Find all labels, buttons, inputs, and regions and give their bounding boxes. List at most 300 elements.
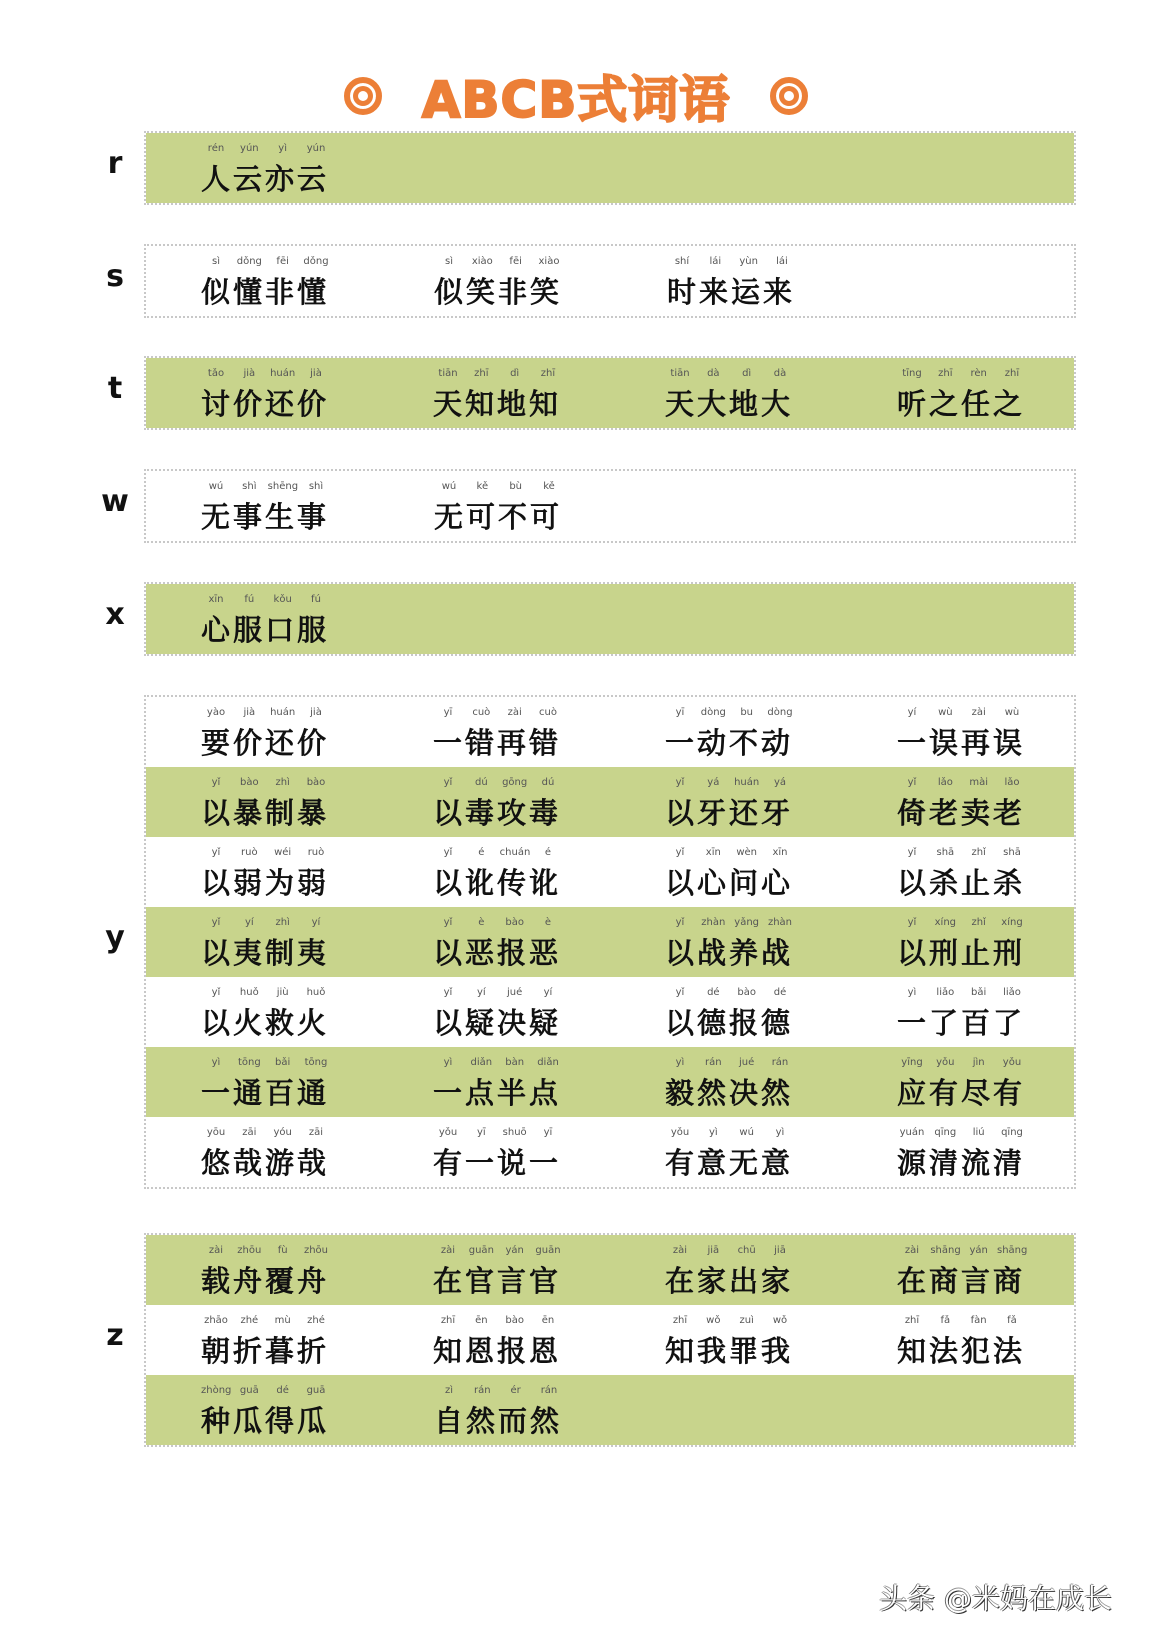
pinyin-syllable: é: [544, 847, 552, 858]
group-letter: z: [106, 1318, 124, 1353]
word-group-t: [144, 356, 1076, 430]
pinyin-syllable: ruò: [241, 847, 258, 858]
word-row: [146, 907, 1074, 977]
pinyin-syllable: yì: [443, 1057, 453, 1068]
pinyin-syllable: tīng: [902, 368, 922, 379]
word-entry: [842, 977, 1074, 1047]
double-circle-icon-right: [770, 77, 808, 115]
pinyin: [201, 847, 331, 858]
pinyin-syllable: wéi: [274, 847, 292, 858]
pinyin-syllable: yǐ: [907, 847, 917, 858]
pinyin-syllable: rèn: [970, 368, 987, 379]
pinyin: [433, 777, 563, 788]
group-letter: t: [107, 371, 123, 406]
pinyin-syllable: zhī: [904, 1315, 920, 1326]
pinyin-syllable: shí: [674, 256, 690, 267]
pinyin: [665, 1127, 795, 1138]
pinyin-syllable: huán: [270, 707, 296, 718]
pinyin-syllable: yǐ: [675, 987, 685, 998]
pinyin-syllable: guā: [239, 1385, 259, 1396]
pinyin-syllable: zhì: [275, 777, 290, 788]
pinyin-syllable: wǒ: [772, 1315, 788, 1326]
pinyin-syllable: è: [544, 917, 552, 928]
word-row: [146, 246, 1074, 316]
chinese-word: 在家出家: [665, 1264, 794, 1298]
pinyin-syllable: shì: [308, 481, 324, 492]
pinyin-syllable: ruò: [307, 847, 325, 858]
chinese-word: 一错再错: [433, 726, 562, 760]
pinyin-syllable: lái: [776, 256, 788, 267]
pinyin: [897, 1127, 1027, 1138]
pinyin-syllable: huán: [270, 368, 296, 379]
chinese-word: 以牙还牙: [665, 796, 794, 830]
pinyin: [201, 481, 331, 492]
chinese-word: 一动不动: [665, 726, 794, 760]
word-row: [146, 977, 1074, 1047]
pinyin-syllable: zhī: [1004, 368, 1020, 379]
pinyin-syllable: dú: [474, 777, 488, 788]
word-entry: [378, 767, 610, 837]
pinyin-syllable: tōng: [237, 1057, 261, 1068]
pinyin-syllable: huǒ: [306, 987, 326, 998]
pinyin-syllable: bào: [505, 917, 524, 928]
pinyin-syllable: fēi: [509, 256, 522, 267]
pinyin-syllable: tōng: [304, 1057, 328, 1068]
pinyin: [897, 847, 1027, 858]
pinyin: [433, 1127, 563, 1138]
pinyin-syllable: wú: [208, 481, 224, 492]
pinyin: [897, 1245, 1027, 1256]
pinyin-syllable: qīng: [1001, 1127, 1023, 1138]
pinyin: [665, 707, 795, 718]
pinyin-syllable: bǎi: [971, 987, 987, 998]
pinyin-syllable: shā: [936, 847, 955, 858]
chinese-word: 朝折暮折: [201, 1334, 330, 1368]
pinyin-syllable: yún: [240, 143, 259, 154]
pinyin-syllable: yí: [311, 917, 321, 928]
chinese-word: 应有尽有: [897, 1076, 1026, 1110]
pinyin-syllable: dì: [742, 368, 752, 379]
pinyin: [433, 1245, 563, 1256]
pinyin-syllable: zhì: [275, 917, 290, 928]
pinyin-syllable: yì: [675, 1057, 685, 1068]
pinyin-syllable: bàn: [505, 1057, 525, 1068]
pinyin-syllable: lái: [709, 256, 722, 267]
chinese-word: 似懂非懂: [201, 275, 330, 309]
word-entry: [146, 837, 378, 907]
word-entry: [842, 837, 1074, 907]
pinyin-syllable: jiā: [707, 1245, 720, 1256]
chinese-word: 时来运来: [667, 275, 796, 309]
chinese-word: 要价还价: [201, 726, 330, 760]
chinese-word: 听之任之: [897, 387, 1026, 421]
pinyin-syllable: rán: [705, 1057, 722, 1068]
word-row: [146, 471, 1074, 541]
pinyin-syllable: yǐ: [675, 777, 685, 788]
pinyin-syllable: zhōu: [237, 1245, 262, 1256]
pinyin: [201, 1385, 331, 1396]
pinyin-syllable: jué: [507, 987, 523, 998]
word-entry: [378, 1305, 610, 1375]
word-entry: [378, 1235, 610, 1305]
word-entry: [612, 246, 845, 316]
word-row: [146, 1047, 1074, 1117]
pinyin-syllable: zhī: [440, 1315, 456, 1326]
pinyin-syllable: tǎo: [207, 368, 225, 379]
pinyin: [897, 1057, 1027, 1068]
pinyin-syllable: dà: [773, 368, 787, 379]
pinyin-syllable: jiā: [774, 1245, 786, 1256]
pinyin-syllable: chuán: [499, 847, 531, 858]
double-circle-icon-left: [344, 77, 382, 115]
chinese-word: 无可不可: [434, 500, 563, 534]
pinyin-syllable: yí: [476, 987, 486, 998]
chinese-word: 以恶报恶: [433, 936, 562, 970]
pinyin: [897, 987, 1027, 998]
pinyin-syllable: wú: [739, 1127, 754, 1138]
pinyin-syllable: yì: [708, 1127, 718, 1138]
pinyin-syllable: zhōu: [303, 1245, 328, 1256]
pinyin: [665, 1315, 795, 1326]
pinyin-syllable: xíng: [1001, 917, 1023, 928]
word-entry: [146, 358, 378, 428]
pinyin-syllable: huǒ: [239, 987, 259, 998]
word-entry: [146, 767, 378, 837]
pinyin-syllable: fǎ: [940, 1315, 951, 1326]
word-row: [146, 1375, 1074, 1445]
pinyin-syllable: zhòng: [201, 1385, 232, 1396]
pinyin-syllable: shā: [1003, 847, 1021, 858]
word-entry: [842, 697, 1074, 767]
word-group-z: [144, 1233, 1076, 1447]
pinyin: [434, 1385, 564, 1396]
pinyin-syllable: yǐ: [211, 917, 221, 928]
group-letter: r: [107, 146, 123, 181]
chinese-word: 毅然决然: [665, 1076, 794, 1110]
chinese-word: 一通百通: [201, 1076, 330, 1110]
pinyin-syllable: dòng: [767, 707, 793, 718]
chinese-word: 自然而然: [434, 1404, 563, 1438]
word-entry: [378, 1117, 610, 1187]
word-entry: [610, 767, 842, 837]
pinyin-syllable: fǎ: [1007, 1315, 1017, 1326]
pinyin-syllable: yǐ: [443, 987, 453, 998]
pinyin-syllable: zhàn: [767, 917, 793, 928]
pinyin-syllable: yán: [969, 1245, 988, 1256]
pinyin-syllable: zài: [507, 707, 522, 718]
pinyin-syllable: fēi: [276, 256, 289, 267]
pinyin-syllable: zài: [440, 1245, 456, 1256]
word-entry: [146, 977, 378, 1047]
word-entry: [146, 133, 379, 203]
pinyin-syllable: diǎn: [470, 1057, 493, 1068]
chinese-word: 源清流清: [897, 1146, 1026, 1180]
pinyin-syllable: bù: [509, 481, 522, 492]
pinyin-syllable: yùn: [739, 256, 758, 267]
pinyin: [201, 707, 331, 718]
word-entry: [610, 1235, 842, 1305]
pinyin-syllable: jià: [310, 707, 322, 718]
chinese-word: 以暴制暴: [201, 796, 330, 830]
pinyin: [201, 917, 331, 928]
pinyin: [667, 256, 797, 267]
pinyin-syllable: zhǐ: [971, 917, 986, 928]
chinese-word: 人云亦云: [201, 162, 330, 196]
pinyin-syllable: tiān: [670, 368, 690, 379]
pinyin-syllable: dǒng: [303, 256, 329, 267]
chinese-word: 一了百了: [897, 1006, 1026, 1040]
pinyin-syllable: zài: [904, 1245, 920, 1256]
pinyin-syllable: xīn: [208, 594, 224, 605]
pinyin-syllable: mù: [274, 1315, 291, 1326]
pinyin: [201, 368, 331, 379]
word-entry: [610, 837, 842, 907]
pinyin-syllable: zhī: [938, 368, 953, 379]
word-row: [146, 358, 1074, 428]
pinyin-syllable: dé: [707, 987, 720, 998]
pinyin-syllable: ēn: [475, 1315, 488, 1326]
word-entry: [610, 1047, 842, 1117]
pinyin-syllable: jiù: [276, 987, 289, 998]
pinyin-syllable: yǐ: [443, 847, 453, 858]
chinese-word: 在商言商: [897, 1264, 1026, 1298]
chinese-word: 以心问心: [665, 866, 794, 900]
pinyin-syllable: jìn: [972, 1057, 985, 1068]
pinyin-syllable: zài: [672, 1245, 688, 1256]
chinese-word: 无事生事: [201, 500, 330, 534]
pinyin-syllable: wù: [1004, 707, 1020, 718]
word-entry: [146, 1047, 378, 1117]
pinyin: [897, 368, 1027, 379]
word-row: [146, 584, 1074, 654]
pinyin-syllable: liǎo: [1003, 987, 1021, 998]
pinyin-syllable: zhī: [672, 1315, 688, 1326]
pinyin-syllable: yǐ: [211, 987, 221, 998]
chinese-word: 倚老卖老: [897, 796, 1026, 830]
pinyin-syllable: chū: [737, 1245, 756, 1256]
word-row: [146, 837, 1074, 907]
pinyin: [434, 481, 564, 492]
chinese-word: 知法犯法: [897, 1334, 1026, 1368]
word-group-s: [144, 244, 1076, 318]
pinyin-syllable: yá: [707, 777, 720, 788]
pinyin-syllable: yī: [443, 707, 453, 718]
pinyin-syllable: cuò: [539, 707, 557, 718]
pinyin-syllable: yún: [306, 143, 326, 154]
pinyin: [665, 777, 795, 788]
pinyin-syllable: zāi: [242, 1127, 257, 1138]
pinyin-syllable: dǒng: [236, 256, 262, 267]
chinese-word: 以火救火: [201, 1006, 330, 1040]
pinyin-syllable: kě: [476, 481, 489, 492]
pinyin-syllable: bào: [505, 1315, 524, 1326]
pinyin-syllable: bǎi: [275, 1057, 291, 1068]
pinyin: [665, 1245, 795, 1256]
pinyin-syllable: yí: [244, 917, 254, 928]
pinyin-syllable: fàn: [970, 1315, 987, 1326]
pinyin-syllable: jià: [243, 707, 256, 718]
pinyin-syllable: yǐ: [907, 917, 917, 928]
pinyin-syllable: xíng: [934, 917, 957, 928]
pinyin-syllable: huán: [734, 777, 760, 788]
chinese-word: 载舟覆舟: [201, 1264, 330, 1298]
word-entry: [842, 1117, 1074, 1187]
pinyin-syllable: yǐ: [211, 847, 221, 858]
pinyin: [201, 1127, 331, 1138]
pinyin: [665, 368, 795, 379]
pinyin: [897, 707, 1027, 718]
word-entry: [610, 697, 842, 767]
pinyin-syllable: bào: [306, 777, 326, 788]
pinyin-syllable: fú: [244, 594, 255, 605]
word-entry: [146, 246, 379, 316]
pinyin-syllable: fú: [311, 594, 321, 605]
pinyin-syllable: dì: [510, 368, 520, 379]
chinese-word: 有一说一: [433, 1146, 562, 1180]
word-entry: [378, 837, 610, 907]
pinyin-syllable: cuò: [472, 707, 491, 718]
page-title: ABCB式词语: [421, 71, 731, 129]
pinyin-syllable: dé: [276, 1385, 289, 1396]
group-letter: y: [105, 920, 125, 955]
pinyin: [201, 256, 331, 267]
pinyin-syllable: liú: [972, 1127, 985, 1138]
pinyin-syllable: yì: [775, 1127, 785, 1138]
pinyin-syllable: bào: [240, 777, 259, 788]
word-row: [146, 1235, 1074, 1305]
word-row: [146, 767, 1074, 837]
pinyin-syllable: zāi: [308, 1127, 324, 1138]
pinyin-syllable: yǐ: [211, 777, 221, 788]
chinese-word: 以毒攻毒: [433, 796, 562, 830]
word-entry: [842, 907, 1074, 977]
word-row: [146, 1305, 1074, 1375]
chinese-word: 在官言官: [433, 1264, 562, 1298]
pinyin: [433, 707, 563, 718]
chinese-word: 心服口服: [201, 613, 330, 647]
pinyin: [201, 1057, 331, 1068]
pinyin-syllable: liǎo: [936, 987, 955, 998]
word-entry: [610, 977, 842, 1047]
pinyin-syllable: yǎng: [734, 917, 760, 928]
pinyin-syllable: wèn: [736, 847, 757, 858]
pinyin-syllable: xīn: [772, 847, 788, 858]
word-entry: [842, 1047, 1074, 1117]
pinyin: [665, 847, 795, 858]
pinyin-syllable: lǎo: [1004, 777, 1020, 788]
chinese-word: 知我罪我: [665, 1334, 794, 1368]
word-entry: [842, 1305, 1074, 1375]
pinyin-syllable: yì: [278, 143, 287, 154]
chinese-word: 以夷制夷: [201, 936, 330, 970]
pinyin: [434, 256, 564, 267]
word-entry: [146, 1235, 378, 1305]
word-group-y: [144, 695, 1076, 1189]
page-header: [0, 58, 1152, 134]
pinyin-syllable: zì: [444, 1385, 454, 1396]
word-entry: [610, 1117, 842, 1187]
pinyin: [897, 1315, 1027, 1326]
pinyin-syllable: zhāo: [204, 1315, 228, 1326]
pinyin-syllable: ēn: [541, 1315, 555, 1326]
chinese-word: 天知地知: [433, 387, 562, 421]
chinese-word: 天大地大: [665, 387, 794, 421]
word-entry: [610, 1305, 842, 1375]
pinyin-syllable: yǒu: [670, 1127, 690, 1138]
pinyin-syllable: yì: [907, 987, 917, 998]
pinyin-syllable: yán: [505, 1245, 524, 1256]
pinyin-syllable: rén: [207, 143, 225, 154]
pinyin-syllable: jià: [310, 368, 322, 379]
word-entry: [610, 358, 842, 428]
pinyin: [433, 1315, 563, 1326]
pinyin-syllable: kě: [543, 481, 555, 492]
word-entry: [146, 1117, 378, 1187]
word-entry: [146, 584, 379, 654]
pinyin-syllable: zài: [971, 707, 986, 718]
pinyin-syllable: zhé: [307, 1315, 325, 1326]
word-entry: [842, 358, 1074, 428]
pinyin-syllable: yī: [543, 1127, 553, 1138]
pinyin-syllable: yǒu: [1002, 1057, 1022, 1068]
pinyin-syllable: bào: [737, 987, 756, 998]
pinyin-syllable: diǎn: [537, 1057, 559, 1068]
chinese-word: 以疑决疑: [433, 1006, 562, 1040]
group-letter: s: [106, 259, 124, 294]
pinyin-syllable: rán: [771, 1057, 789, 1068]
pinyin-syllable: shāng: [996, 1245, 1028, 1256]
pinyin-syllable: shēng: [267, 481, 299, 492]
pinyin-syllable: dú: [541, 777, 555, 788]
word-group-x: [144, 582, 1076, 656]
pinyin-syllable: yuán: [899, 1127, 925, 1138]
word-entry: [379, 246, 612, 316]
pinyin: [433, 917, 563, 928]
chinese-word: 悠哉游哉: [201, 1146, 330, 1180]
chinese-word: 种瓜得瓜: [201, 1404, 330, 1438]
pinyin-syllable: yǒu: [438, 1127, 458, 1138]
pinyin-syllable: wù: [938, 707, 953, 718]
chinese-word: 一误再误: [897, 726, 1026, 760]
pinyin: [433, 368, 563, 379]
pinyin-syllable: guā: [306, 1385, 326, 1396]
word-entry: [146, 697, 378, 767]
chinese-word: 以杀止杀: [897, 866, 1026, 900]
pinyin-syllable: guān: [535, 1245, 561, 1256]
chinese-word: 以战养战: [665, 936, 794, 970]
pinyin-syllable: yī: [675, 707, 685, 718]
pinyin-syllable: tiān: [438, 368, 458, 379]
word-entry: [610, 907, 842, 977]
word-entry: [146, 1305, 378, 1375]
pinyin: [433, 847, 563, 858]
pinyin-syllable: shāng: [930, 1245, 961, 1256]
pinyin-syllable: yí: [907, 707, 917, 718]
chinese-word: 以弱为弱: [201, 866, 330, 900]
pinyin-syllable: sì: [212, 256, 220, 267]
word-entry: [146, 1375, 379, 1445]
pinyin-syllable: sì: [445, 256, 453, 267]
pinyin-syllable: qīng: [934, 1127, 957, 1138]
word-row: [146, 133, 1074, 203]
pinyin: [897, 917, 1027, 928]
word-row: [146, 1117, 1074, 1187]
pinyin-syllable: bu: [740, 707, 753, 718]
group-letter: w: [101, 484, 129, 519]
pinyin-syllable: zhī: [474, 368, 489, 379]
chinese-word: 以德报德: [665, 1006, 794, 1040]
pinyin-syllable: shì: [242, 481, 257, 492]
